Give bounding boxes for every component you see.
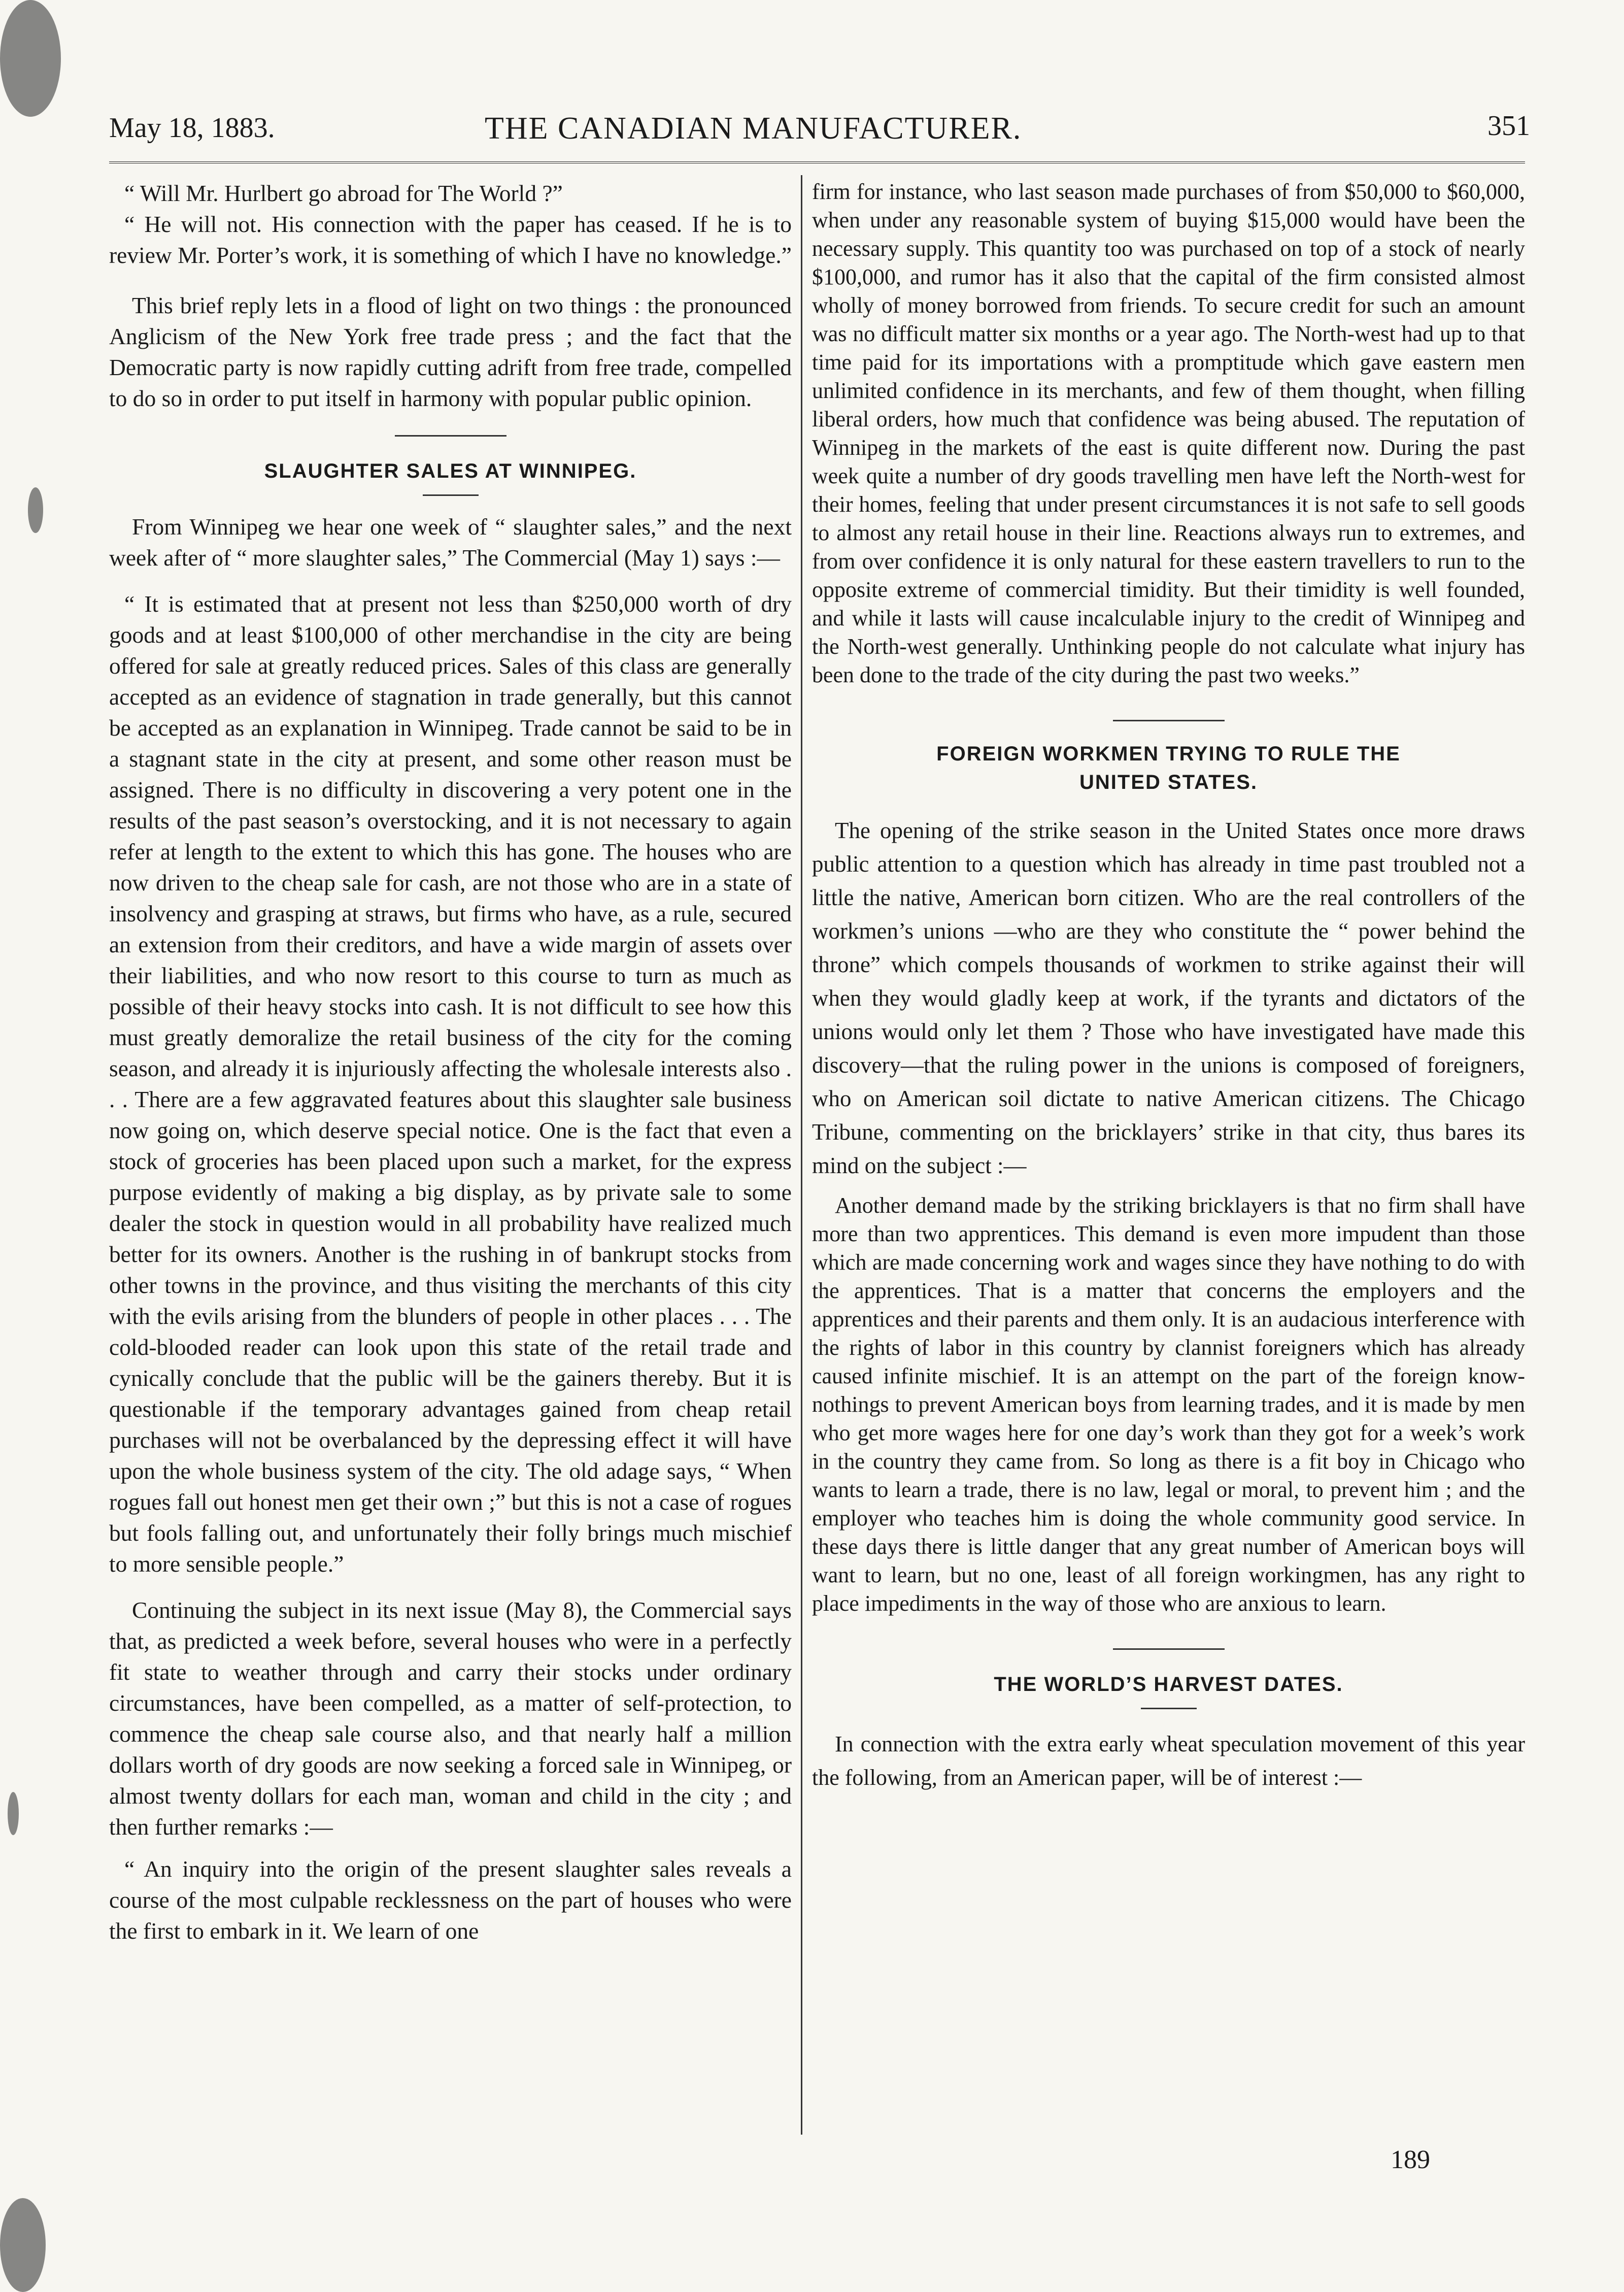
article2-paragraph-1: The opening of the strike season in the United States once more draws public attention to a question which has already in time past troubled not a little the native, American born citizen. Who are the real controllers of the workmen’s unions —who are they who constitute the “ power behind the throne” which compels thousands of workmen to strike against their will when they would gladly keep at work, if the tyrants and dictators of the unions would only let them ? Those who have investigated have made this discovery—that the ruling power in the unions is composed of foreigners, who on American soil dictate to native American citizens. The Chicago Tribune, commenting on the bricklayers’ strike in that city, thus bares its mind on the subject :— — [812, 818, 1525, 1178]
section-rule — [1113, 720, 1225, 721]
article1-paragraph-1: From Winnipeg we hear one week of “ slaughter sales,” and the next week after of “ more slaughter sales,” The Commercial (May 1) says :— — [109, 514, 792, 571]
heading-underline — [423, 494, 479, 496]
scan-blot — [28, 487, 43, 533]
article-heading-harvest-dates: THE WORLD’S HARVEST DATES. — [994, 1673, 1343, 1696]
folio-number: 189 — [1391, 2145, 1430, 2174]
article-heading-foreign-workmen-line-2: UNITED STATES. — [1079, 771, 1258, 793]
header-rule — [109, 161, 1525, 163]
article-heading-foreign-workmen-line-1: FOREIGN WORKMEN TRYING TO RULE THE — [936, 743, 1401, 765]
column-divider — [801, 175, 802, 2135]
heading-underline — [1141, 1708, 1197, 1709]
issue-date: May 18, 1883. — [109, 112, 275, 144]
intro-comment: This brief reply lets in a flood of light on two things : the pronounced Anglicism of the New York free trade press ; and the fact that the Democratic party is now rapidly cutting adrift from free trade, compelled to do so in order to put itself in harmony with popular public opinion. — [109, 292, 792, 411]
article-heading-slaughter-sales: SLAUGHTER SALES AT WINNIPEG. — [264, 460, 637, 482]
intro-quote-1: “ Will Mr. Hurlbert go abroad for The World ?” — [124, 180, 563, 206]
article2-quote: Another demand made by the striking bricklayers is that no firm shall have more than two apprentices. This demand is even more impudent than those which are made concerning work and wages since they have nothing to do with the apprentices. That is a matter that concerns the employers and the apprentices and their parents and them only. It is an audacious interference with the rights of labor in this country by clannist foreigners which has already caused infinite mischief. It is an attempt on the part of the foreign know-nothings to prevent American boys from learning trades, and it is made by men who get more wages here for one day’s work than they got for a week’s work in the country they came from. So long as there is a fit boy in Chicago who wants to learn a trade, there is no law, legal or moral, to prevent him ; and the employer who teaches him is doing the whole community good service. In these days there is little danger that any great number of American boys will want to learn, but no one, least of all foreign workingmen, has any right to place impediments in the way of those who are anxious to learn. — [812, 1193, 1525, 1616]
article1-paragraph-3: “ An inquiry into the origin of the present slaughter sales reveals a course of the most culpable recklessness on the part of houses who were the first to embark in it. We learn of one — [109, 1856, 792, 1944]
scan-blot — [8, 1792, 19, 1835]
article3-paragraph-1: In connection with the extra early wheat speculation movement of this year the following, from an American paper, will be of interest :— — [812, 1732, 1525, 1790]
scan-blot — [0, 2198, 46, 2292]
right-column — [812, 178, 1525, 1804]
article1-paragraph-2: Continuing the subject in its next issue (May 8), the Commercial says that, as predicted a week before, several houses who were in a perfectly fit state to weather through and carry their stocks under ordinary circumstances, have been compelled, as a matter of self-protection, to commence the cheap sale course also, and that nearly half a million dollars worth of dry goods are now seeking a forced sale in Winnipeg, or almost twenty dollars for each man, woman and child in the city ; and then further remarks :— — [109, 1597, 792, 1840]
article1-quote: “ It is estimated that at present not less than $250,000 worth of dry goods and at least $100,000 of other merchandise in the city are being offered for sale at greatly reduced prices. Sales of this class are generally accepted as an evidence of stagnation in trade generally, but this cannot be accepted as an explanation in Winnipeg. Trade cannot be said to be in a stagnant state in the city at present, and some other reason must be assigned. There is no difficulty in discovering a very potent one in the results of the past season’s overstocking, and it is not necessary to again refer at length to the extent to which this has gone. The houses who are now driven to the cheap sale for cash, are not those who are in a state of insolvency and grasping at straws, but firms who have, as a rule, secured an extension from their creditors, and have a wide margin of assets over their liabilities, and who now resort to this course to turn as much as possible of their heavy stocks into cash. It is not difficult to see how this must greatly demoralize the retail business of the city for the coming season, and already it is injuriously affecting the wholesale interests also . . . There are a few aggravated features about this slaughter sale business now going on, which deserve special notice. One is the fact that even a stock of groceries has been placed upon such a market, for the express purpose evidently of making a big display, as by private sale to some dealer the stock in question would in all probability have realized much better for its owners. Another is the rushing in of bankrupt stocks from other towns in the province, and thus visiting the merchants of this city with the evils arising from the blunders of people in other places . . . The cold-blooded reader can look upon this state of the retail trade and cynically conclude that the public will be the gainers thereby. But it is questionable if the temporary advantages gained from cheap retail purchases will not be overbalanced by the depressing effect it will have upon the whole business system of the city. The old adage says, “ When rogues fall out honest men get their own ;” but this is not a case of rogues but fools falling out, and unfortunately their folly brings much mischief to more sensible people.” — [109, 591, 792, 1577]
publication-title: THE CANADIAN MANUFACTURER. — [485, 111, 1022, 146]
page-number: 351 — [1487, 110, 1530, 142]
article1-continuation: firm for instance, who last season made purchases of from $50,000 to $60,000, when under any reasonable system of buying $15,000 would have been the necessary supply. This quantity too was purchased on top of a stock of nearly $100,000, and rumor has it also that the capital of the firm consisted almost wholly of money borrowed from friends. To secure credit for such an amount was no difficult matter six months or a year ago. The North-west had up to that time paid for its importations with a promptitude which gave eastern men unlimited confidence in its merchants, and few of them thought, when filling liberal orders, how much that confidence was being abused. The reputation of Winnipeg in the markets of the east is quite different now. During the past week quite a number of dry goods travelling men have left the North-west for their homes, feeling that under present circumstances it is not safe to sell goods to almost any retail house in their line. Reactions always run to extremes, and from over confidence it is only natural for these eastern travellers to run to the opposite extreme of commercial timidity. But their timidity is well founded, and while it lasts will cause incalculable injury to the credit of Winnipeg and the North-west generally. Unthinking people do not calculate what injury has been done to the trade of the city during the past two weeks.” — [812, 179, 1525, 687]
section-rule — [1113, 1648, 1225, 1650]
page-header — [109, 107, 1530, 152]
left-column — [109, 178, 792, 1955]
intro-quote-2: “ He will not. His connection with the paper has ceased. If he is to review Mr. Porter’s work, it is something of which I have no knowledge.” — [109, 211, 792, 268]
section-rule — [395, 435, 506, 437]
scan-blot — [0, 0, 61, 117]
